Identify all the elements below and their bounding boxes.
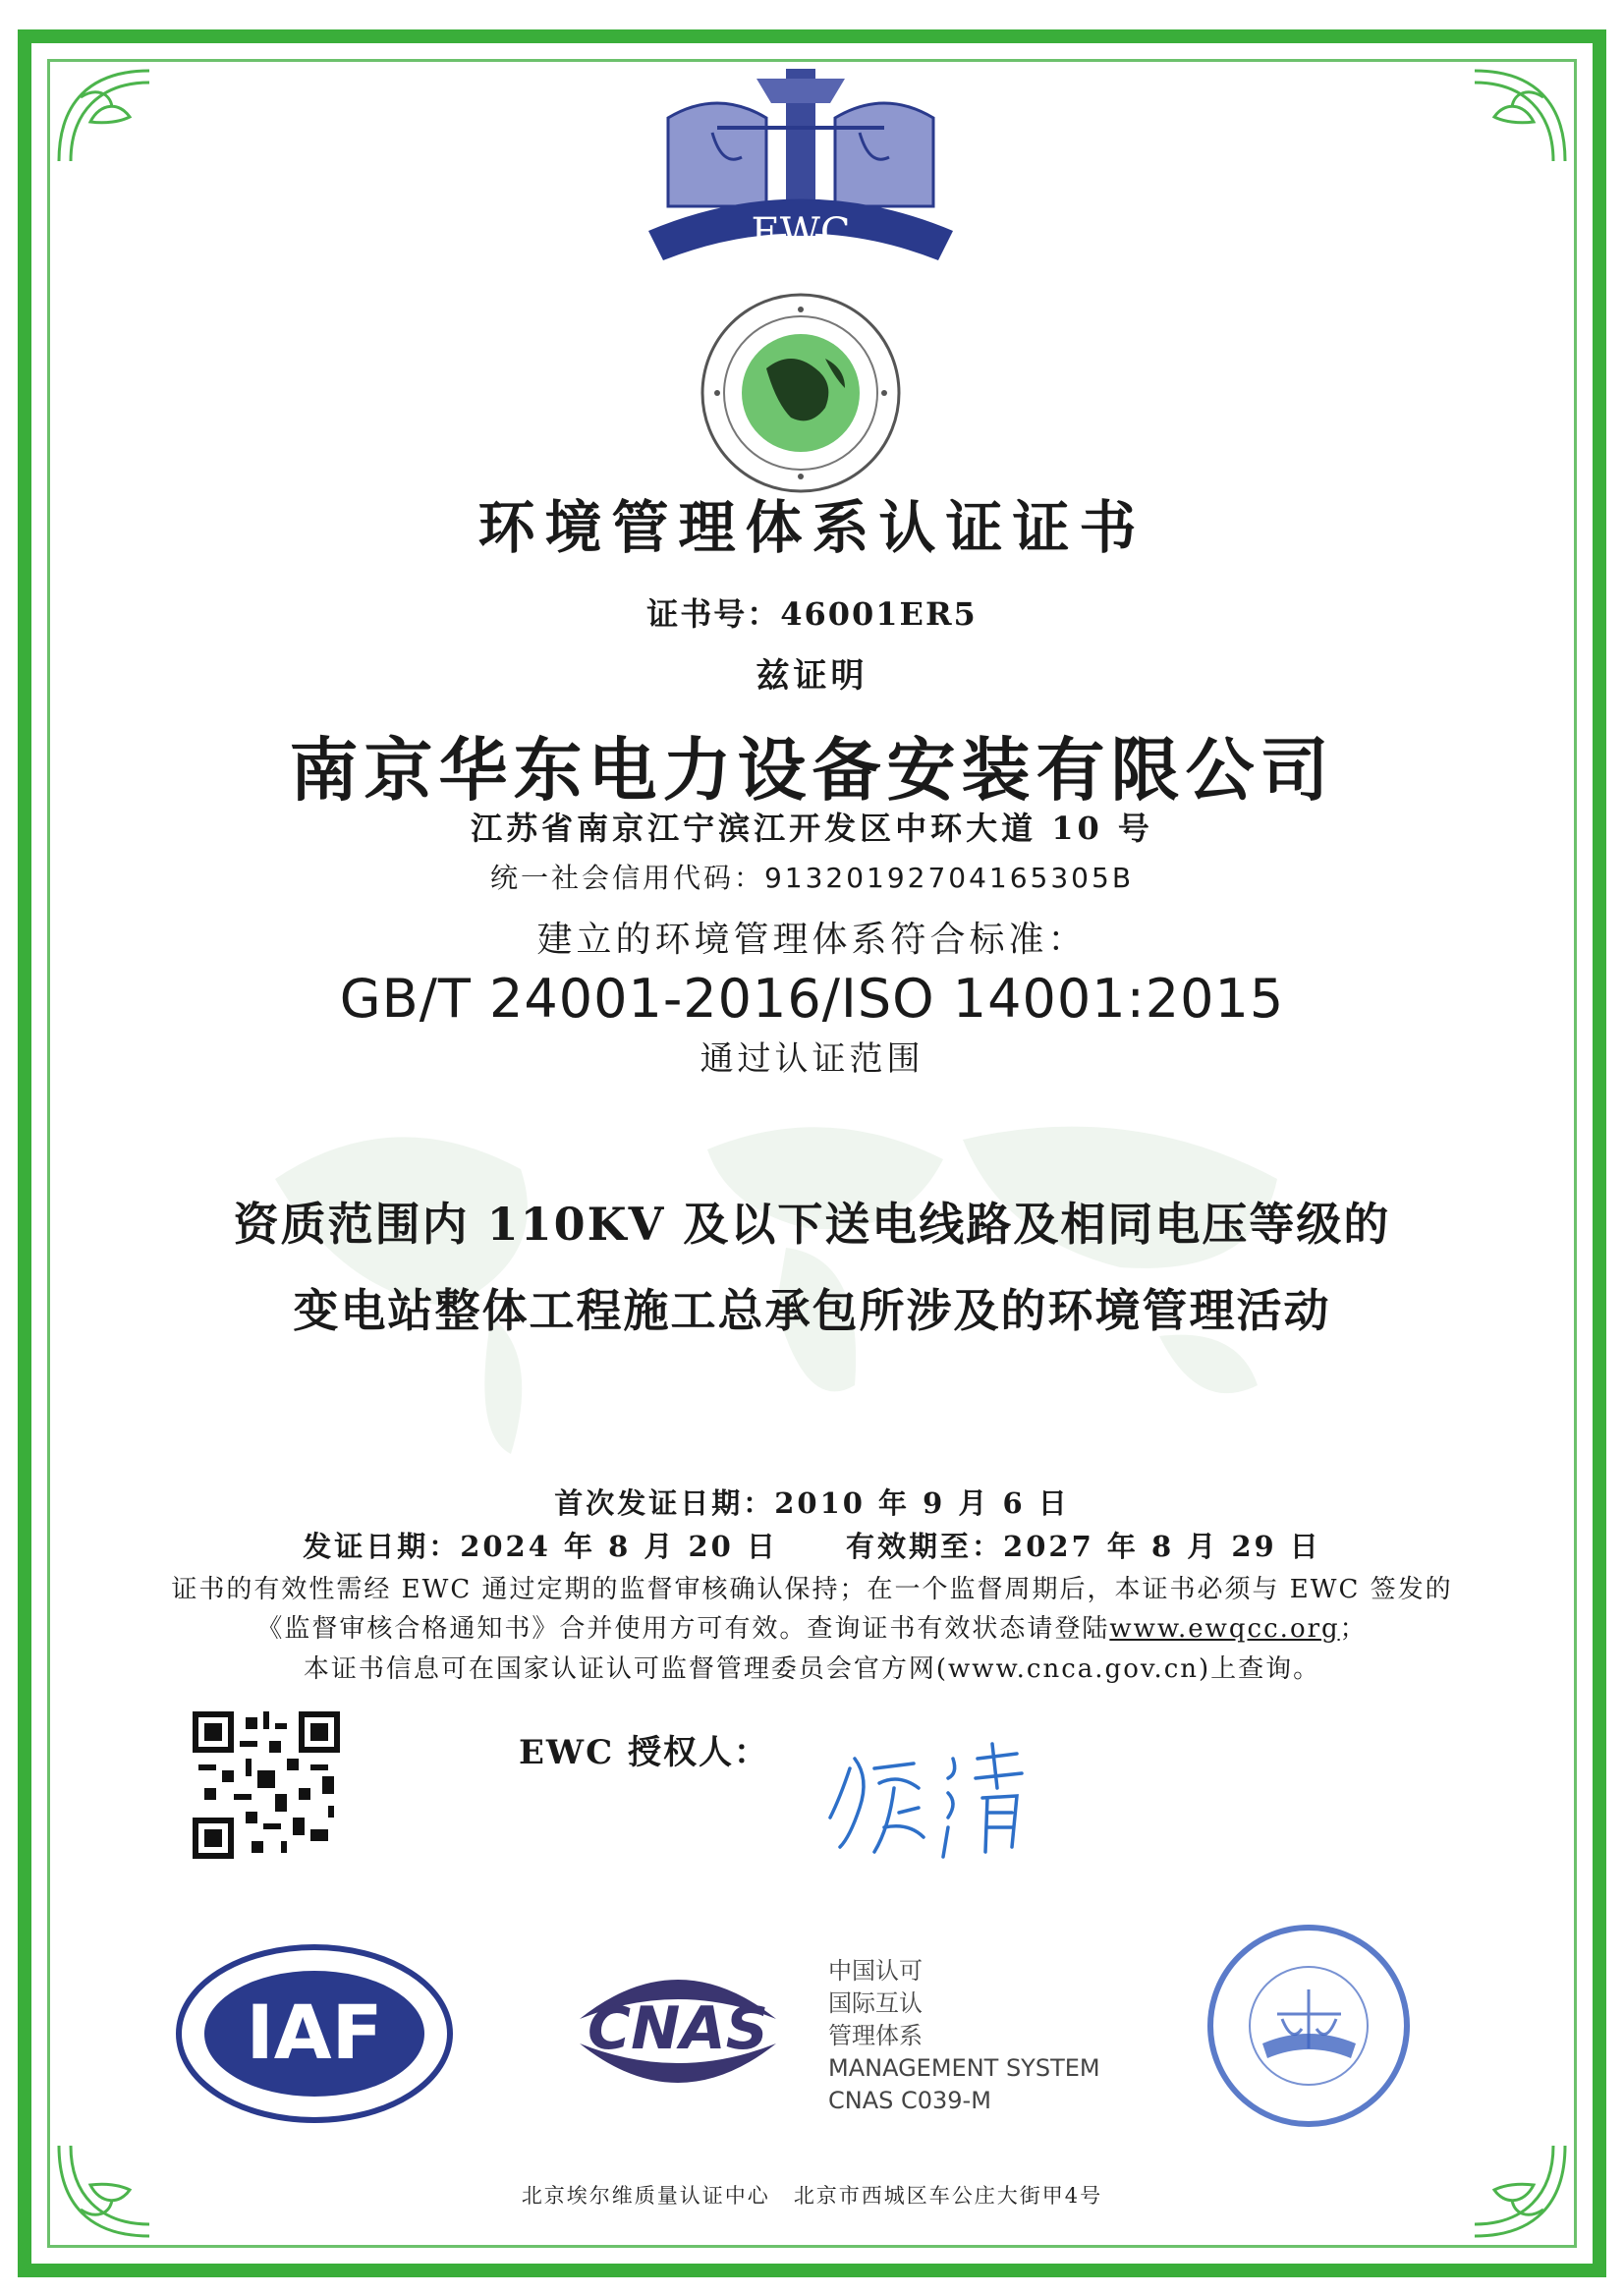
credit-code — [0, 857, 1624, 896]
established-standard-label: 建立的环境管理体系符合标准： — [536, 920, 1088, 960]
cnas-logo — [560, 1950, 796, 2107]
footer-org: 北京埃尔维质量认证中心 — [521, 2184, 770, 2208]
standard-code: GB/T 24001-2016/ISO 14001:2015 — [339, 968, 1285, 1030]
credit-code-label: 统一社会信用代码： — [489, 862, 764, 894]
ewc-authorizer-label: EWC 授权人： — [519, 1733, 769, 1772]
authorizer-signature — [820, 1729, 1076, 1867]
cnas-cn-line-1: 中国认可 — [828, 1957, 923, 1985]
cnas-cn-line-3: 管理体系 — [828, 2022, 923, 2049]
ewc-official-seal — [1204, 1921, 1415, 2132]
cnas-en-line-2: CNAS C039-M — [828, 2087, 991, 2114]
world-map-watermark — [196, 1061, 1425, 1483]
validity-note-line-2 — [0, 1608, 1624, 1645]
validity-note-line-1: 证书的有效性需经 EWC 通过定期的监督审核确认保持；在一个监督周期后，本证书必须与 EWC 签发的 — [171, 1575, 1453, 1604]
credit-code-value: 91320192704165305B — [763, 862, 1135, 894]
cnca-query-note: 本证书信息可在国家认证认可监督管理委员会官方网(www.cnca.gov.cn)上查询。 — [303, 1654, 1321, 1684]
cnas-en-line-1: MANAGEMENT SYSTEM — [828, 2054, 1100, 2082]
cnas-logo-text: CNAS — [588, 1994, 768, 2063]
corner-ornament-icon — [51, 63, 159, 171]
validity-note-text: 《监督审核合格通知书》合并使用方可有效。查询证书有效状态请登陆 — [256, 1614, 1110, 1644]
ewc-logo-text: EWC — [751, 210, 851, 255]
ewc-crest-logo — [629, 59, 973, 295]
scope-label: 通过认证范围 — [700, 1039, 924, 1079]
iaf-mla-logo — [172, 1940, 457, 2127]
qr-code-icon[interactable] — [193, 1711, 340, 1859]
validity-dates — [0, 1525, 1624, 1565]
validity-note-end: ； — [1339, 1614, 1368, 1644]
footer — [0, 2180, 1624, 2210]
certificate-title: 环境管理体系认证证书 — [477, 494, 1147, 561]
globe-emblem-icon — [698, 290, 904, 496]
cnas-accreditation-text — [828, 1955, 1100, 2117]
hereby-certify: 兹证明 — [756, 656, 868, 696]
ewqcc-link[interactable]: www.ewqcc.org — [1109, 1614, 1340, 1644]
scope-line-1: 资质范围内 110KV 及以下送电线路及相同电压等级的 — [233, 1198, 1391, 1251]
certificate-number — [0, 589, 1624, 635]
footer-address: 北京市西城区车公庄大街甲4号 — [793, 2184, 1103, 2208]
first-issue-date: 首次发证日期：2010 年 9 月 6 日 — [554, 1486, 1070, 1520]
certificate-number-value: 46001ER5 — [780, 595, 978, 633]
cnas-cn-line-2: 国际互认 — [828, 1989, 923, 2017]
corner-ornament-icon — [1465, 63, 1573, 171]
valid-until-date: 有效期至：2027 年 8 月 29 日 — [846, 1530, 1321, 1563]
scope-line-2: 变电站整体工程施工总承包所涉及的环境管理活动 — [293, 1284, 1331, 1337]
company-name: 南京华东电力设备安装有限公司 — [289, 729, 1335, 811]
company-address: 江苏省南京江宁滨江开发区中环大道 10 号 — [471, 810, 1153, 847]
issue-date: 发证日期：2024 年 8 月 20 日 — [303, 1530, 778, 1563]
iaf-logo-text: IAF — [246, 1988, 383, 2076]
certificate-number-label: 证书号： — [646, 595, 781, 633]
